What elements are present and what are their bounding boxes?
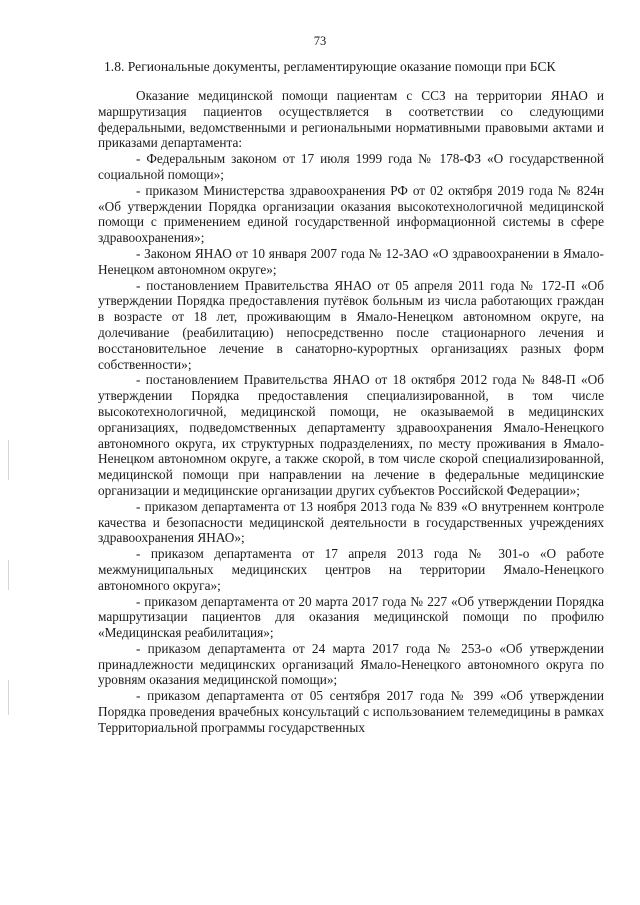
- list-item: - приказом департамента от 24 марта 2017 года № 253-о «Об утверждении принадлежности медицинских организаций Ямало-Ненецкого автономного округа по уровням оказания медицинской помощи»;: [98, 640, 604, 688]
- list-item: - постановлением Правительства ЯНАО от 18 октября 2012 года № 848-П «Об утверждении Порядка предоставления специализированной, в том числе высокотехнологичной, медицинской помощи, не оказываемой в медицинских организациях, подведомственных департаменту здравоохранения Ямало-Ненецкого автономного округа, их структурных подразделениях, по месту проживания в Ямало-Ненецком автономном округе, а также скорой, в том числе скорой специализированной, медицинской помощи при направлении на лечение в федеральные медицинские организации и медицинские организации других субъектов Российской Федерации»;: [98, 372, 604, 498]
- scan-edge-mark: [8, 440, 9, 480]
- list-item: - приказом департамента от 05 сентября 2017 года № 399 «Об утверждении Порядка проведения врачебных консультаций с использованием телемедицины в рамках Территориальной программы государственных: [98, 688, 604, 735]
- scan-edge-mark: [8, 560, 9, 590]
- list-item: - Федеральным законом от 17 июля 1999 года № 178-ФЗ «О государственной социальной помощи»;: [98, 151, 604, 182]
- section-heading: 1.8. Региональные документы, регламентирующие оказание помощи при БСК: [104, 59, 556, 74]
- list-item: - приказом Министерства здравоохранения РФ от 02 октября 2019 года № 824н «Об утверждении Порядка организации оказания высокотехнологичной медицинской помощи с применением единой государственной информационной системы в сфере здравоохранения»;: [98, 182, 604, 246]
- list-item: - постановлением Правительства ЯНАО от 05 апреля 2011 года № 172-П «Об утверждении Порядка предоставления путёвок больным из числа работающих граждан в возрасте от 18 лет, проживающим в Ямало-Ненецком автономном округе, на долечивание (реабилитацию) непосредственно после стационарного лечения и восстановительное лечение в санаторно-курортных организациях разных форм собственности»;: [98, 277, 604, 372]
- page-number: 73: [313, 34, 327, 48]
- document-body: [98, 88, 604, 736]
- intro-paragraph: Оказание медицинской помощи пациентам с ССЗ на территории ЯНАО и маршрутизация пациентов осуществляется в соответствии со следующими федеральными, ведомственными и региональными нормативными правовыми актами и приказами департамента:: [98, 88, 604, 151]
- list-item: - приказом департамента от 20 марта 2017 года № 227 «Об утверждении Порядка маршрутизации пациентов для оказания медицинской помощи по профилю «Медицинская реабилитация»;: [98, 593, 604, 641]
- list-item: - приказом департамента от 17 апреля 2013 года № 301-о «О работе межмуниципальных медицинских центров на территории Ямало-Ненецкого автономного округа»;: [98, 546, 604, 593]
- list-item: - приказом департамента от 13 ноября 2013 года № 839 «О внутреннем контроле качества и безопасности медицинской деятельности в государственных учреждениях здравоохранения ЯНАО»;: [98, 498, 604, 546]
- list-item: - Законом ЯНАО от 10 января 2007 года № 12-ЗАО «О здравоохранении в Ямало-Ненецком автономном округе»;: [98, 245, 604, 277]
- scan-edge-mark: [8, 680, 9, 715]
